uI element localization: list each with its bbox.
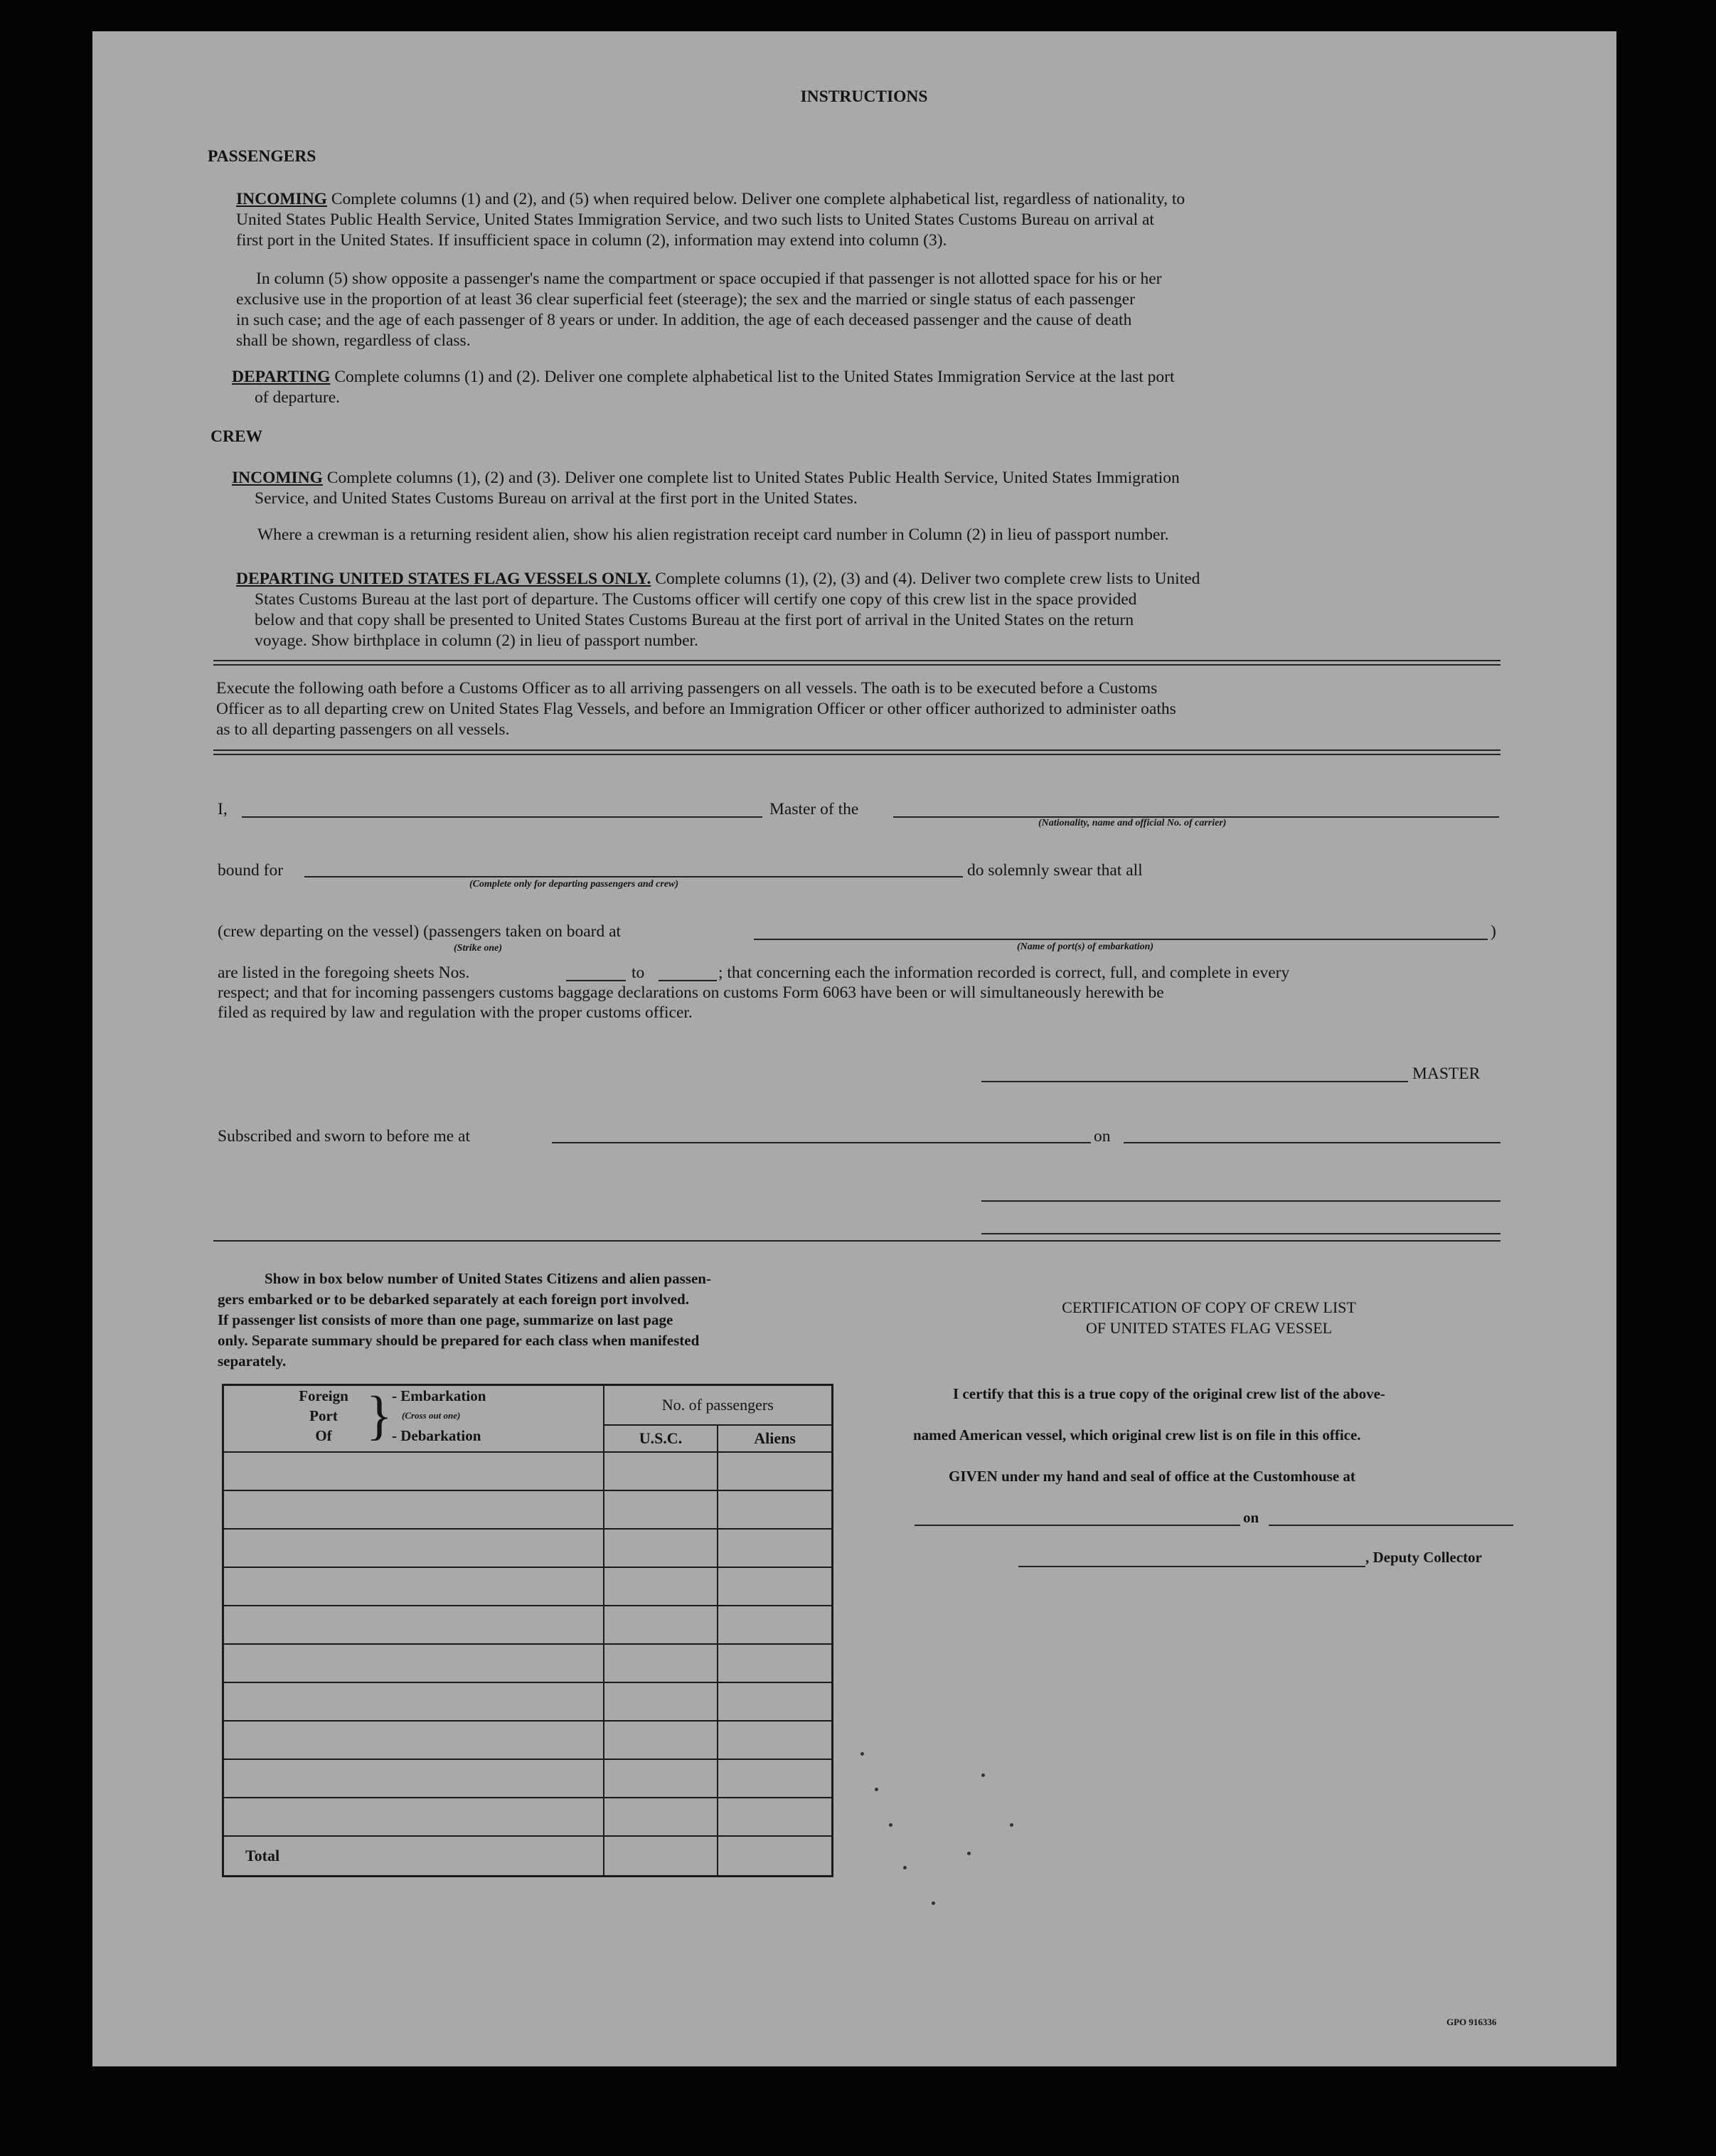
aliens-cell[interactable]	[718, 1452, 832, 1490]
text-line: in such case; and the age of each passenger of 8 years or under. In addition, the age of each deceased passenger and the cause of death	[236, 311, 1132, 329]
usc-cell[interactable]	[604, 1452, 718, 1490]
summary-rows	[223, 1452, 833, 1836]
speck	[981, 1773, 985, 1777]
text-line: States Customs Bureau at the last port of departure. The Customs officer will certify one copy of this crew list in the space provided	[255, 590, 1137, 609]
port-cell[interactable]	[223, 1567, 604, 1606]
strike-note: (Strike one)	[454, 943, 503, 954]
speck	[967, 1852, 971, 1855]
table-row	[223, 1490, 833, 1529]
filed-line: filed as required by law and regulation with the proper customs officer.	[218, 1003, 693, 1022]
sheet-to-field[interactable]	[659, 980, 717, 981]
page-title: INSTRUCTIONS	[800, 87, 928, 106]
port-cell[interactable]	[223, 1529, 604, 1567]
departing-label: DEPARTING	[232, 368, 331, 386]
text-line: If passenger list consists of more than one page, summarize on last page	[218, 1311, 673, 1328]
port-cell[interactable]	[223, 1490, 604, 1529]
crew-departing	[236, 569, 1200, 651]
usc-cell[interactable]	[604, 1798, 718, 1836]
speck	[932, 1901, 935, 1905]
text-line: separately.	[218, 1352, 287, 1370]
crew-incoming	[232, 468, 1180, 509]
table-row	[223, 1721, 833, 1759]
master-label: MASTER	[1412, 1064, 1481, 1083]
crew-departing-label: DEPARTING UNITED STATES FLAG VESSELS ONLY.	[236, 570, 651, 588]
usc-cell[interactable]	[604, 1644, 718, 1682]
port-cell[interactable]	[223, 1452, 604, 1490]
officer-signature-field[interactable]	[981, 1200, 1501, 1202]
bound-for-field[interactable]	[304, 876, 963, 877]
total-label: Total	[223, 1836, 604, 1877]
total-aliens-cell[interactable]	[718, 1836, 832, 1877]
swear-label: do solemnly swear that all	[967, 861, 1143, 880]
debarkation-label: - Debarkation	[392, 1427, 481, 1444]
aliens-cell[interactable]	[718, 1644, 832, 1682]
master-signature-field[interactable]	[981, 1081, 1408, 1082]
passengers-incoming	[236, 189, 1185, 251]
cert-line-2: named American vessel, which original crew list is on file in this office.	[913, 1426, 1361, 1443]
no-passengers-header: No. of passengers	[604, 1385, 833, 1426]
text-line: Officer as to all departing crew on United States Flag Vessels, and before an Immigration Officer or other officer authorized to administer oaths	[216, 700, 1176, 718]
bound-for-label: bound for	[218, 861, 284, 880]
subscribed-label: Subscribed and sworn to before me at	[218, 1127, 471, 1146]
gpo-code: GPO 916336	[1446, 2017, 1497, 2027]
text-line: below and that copy shall be presented to United States Customs Bureau at the first port of arrival in the United States on the return	[255, 611, 1134, 629]
port-cell[interactable]	[223, 1682, 604, 1721]
rule	[213, 1240, 1501, 1244]
port-note: (Name of port(s) of embarkation)	[1017, 941, 1154, 952]
oath-intro	[216, 678, 1176, 740]
cert-title-line: CERTIFICATION OF COPY OF CREW LIST	[1062, 1298, 1356, 1316]
port-header	[223, 1385, 604, 1453]
usc-cell[interactable]	[604, 1490, 718, 1529]
master-of-label: Master of the	[769, 800, 859, 818]
port-cell[interactable]	[223, 1644, 604, 1682]
table-row	[223, 1682, 833, 1721]
passengers-heading: PASSENGERS	[208, 147, 316, 166]
officer-title-field[interactable]	[981, 1233, 1501, 1234]
passengers-departing	[232, 367, 1175, 408]
text-line: shall be shown, regardless of class.	[236, 331, 471, 350]
respect-line: respect; and that for incoming passengers customs baggage declarations on customs Form 6063 have been or will simultaneously herewith be	[218, 983, 1164, 1002]
embarkation-port-field[interactable]	[754, 939, 1488, 940]
embarkation-label: - Embarkation	[392, 1387, 486, 1404]
aliens-cell[interactable]	[718, 1682, 832, 1721]
speck	[860, 1752, 864, 1756]
port-label: Port	[309, 1407, 338, 1424]
master-name-field[interactable]	[242, 816, 762, 818]
deputy-signature-field[interactable]	[1018, 1566, 1365, 1567]
aliens-cell[interactable]	[718, 1529, 832, 1567]
text-line: United States Public Health Service, United States Immigration Service, and two such lists to United States Customs Bureau on arrival at	[236, 210, 1154, 229]
aliens-cell[interactable]	[718, 1567, 832, 1606]
port-cell[interactable]	[223, 1798, 604, 1836]
cert-date-field[interactable]	[1269, 1525, 1513, 1526]
port-cell[interactable]	[223, 1759, 604, 1798]
text-line: voyage. Show birthplace in column (2) in lieu of passport number.	[255, 631, 698, 650]
crew-incoming-label: INCOMING	[232, 469, 323, 487]
aliens-cell[interactable]	[718, 1721, 832, 1759]
aliens-cell[interactable]	[718, 1759, 832, 1798]
total-row	[223, 1836, 833, 1877]
table-row	[223, 1606, 833, 1644]
usc-cell[interactable]	[604, 1606, 718, 1644]
double-rule	[213, 749, 1501, 755]
sheet-from-field[interactable]	[566, 980, 626, 981]
aliens-cell[interactable]	[718, 1606, 832, 1644]
port-cell[interactable]	[223, 1606, 604, 1644]
table-row	[223, 1452, 833, 1490]
text-line: exclusive use in the proportion of at least 36 clear superficial feet (steerage); the sex and the married or single status of each passenger	[236, 290, 1135, 309]
usc-cell[interactable]	[604, 1759, 718, 1798]
sworn-date-field[interactable]	[1124, 1142, 1501, 1143]
listed-label: are listed in the foregoing sheets Nos.	[218, 964, 470, 982]
text-line: gers embarked or to be debarked separately at each foreign port involved.	[218, 1291, 689, 1308]
incoming-label: INCOMING	[236, 190, 327, 208]
sworn-place-field[interactable]	[552, 1142, 1091, 1143]
text-line: of departure.	[255, 388, 341, 407]
usc-header: U.S.C.	[604, 1425, 718, 1452]
text-line: Execute the following oath before a Customs Officer as to all arriving passengers on all vessels. The oath is to be executed before a Customs	[216, 679, 1158, 698]
cert-line-1: I certify that this is a true copy of the original crew list of the above-	[953, 1385, 1385, 1402]
total-usc-cell[interactable]	[604, 1836, 718, 1877]
listed-rest: ; that concerning each the information recorded is correct, full, and complete in every	[718, 964, 1290, 982]
sworn-on-label: on	[1094, 1127, 1111, 1146]
text-line: Complete columns (1) and (2), and (5) when required below. Deliver one complete alphabetical list, regardless of nationality, to	[331, 190, 1185, 208]
crew-resident-line: Where a crewman is a returning resident alien, show his alien registration receipt card number in Column (2) in lieu of passport number.	[257, 525, 1169, 544]
nationality-note: (Nationality, name and official No. of carrier)	[1038, 818, 1227, 828]
table-row	[223, 1798, 833, 1836]
double-rule	[213, 660, 1501, 666]
cert-title-line: OF UNITED STATES FLAG VESSEL	[1085, 1319, 1333, 1337]
usc-cell[interactable]	[604, 1529, 718, 1567]
cert-line-3: GIVEN under my hand and seal of office at the Customhouse at	[949, 1468, 1355, 1485]
text-line: as to all departing passengers on all vessels.	[216, 720, 510, 739]
text-line: Show in box below number of United States Citizens and alien passen-	[265, 1270, 711, 1287]
text-line: Complete columns (1) and (2). Deliver one complete alphabetical list to the United States Immigration Service at the last port	[334, 368, 1175, 386]
close-paren: )	[1491, 922, 1496, 941]
usc-cell[interactable]	[604, 1721, 718, 1759]
cert-on-label: on	[1243, 1509, 1259, 1526]
passenger-summary-table	[222, 1384, 833, 1877]
complete-note: (Complete only for departing passengers and crew)	[469, 879, 678, 890]
table-header-row	[223, 1385, 833, 1426]
table-row	[223, 1759, 833, 1798]
speck	[1010, 1823, 1013, 1827]
text-line: Complete columns (1), (2), (3) and (4). Deliver two complete crew lists to United	[655, 570, 1200, 588]
text-line: Service, and United States Customs Bureau on arrival at the first port in the United States.	[255, 489, 858, 508]
aliens-header: Aliens	[718, 1425, 832, 1452]
customhouse-field[interactable]	[915, 1525, 1240, 1526]
port-cell[interactable]	[223, 1721, 604, 1759]
brace-icon: }	[366, 1386, 393, 1446]
table-row	[223, 1567, 833, 1606]
speck	[903, 1866, 907, 1869]
deputy-label: , Deputy Collector	[1365, 1549, 1482, 1566]
text-line: Complete columns (1), (2) and (3). Deliver one complete list to United States Public Health Service, United States Immigration	[326, 469, 1180, 487]
aliens-cell[interactable]	[718, 1490, 832, 1529]
text-line: only. Separate summary should be prepared for each class when manifested	[218, 1332, 700, 1349]
document-page	[92, 31, 1616, 2066]
oath-i-label: I,	[218, 800, 228, 818]
passengers-column5	[236, 269, 1162, 351]
table-row	[223, 1529, 833, 1567]
cross-out-note: (Cross out one)	[402, 1410, 461, 1421]
speck	[875, 1788, 878, 1791]
usc-cell[interactable]	[604, 1567, 718, 1606]
foreign-label: Foreign	[299, 1387, 348, 1404]
aliens-cell[interactable]	[718, 1798, 832, 1836]
speck	[889, 1823, 892, 1827]
table-row	[223, 1644, 833, 1682]
usc-cell[interactable]	[604, 1682, 718, 1721]
of-label: Of	[315, 1427, 332, 1444]
crew-heading: CREW	[210, 427, 263, 446]
crew-passengers-label: (crew departing on the vessel) (passengers taken on board at	[218, 922, 622, 941]
to-label: to	[631, 964, 645, 982]
text-line: first port in the United States. If insufficient space in column (2), information may extend into column (3).	[236, 231, 947, 250]
certification-title	[996, 1297, 1422, 1338]
text-line: In column (5) show opposite a passenger's name the compartment or space occupied if that passenger is not allotted space for his or her	[256, 270, 1162, 288]
summary-intro	[218, 1269, 711, 1372]
